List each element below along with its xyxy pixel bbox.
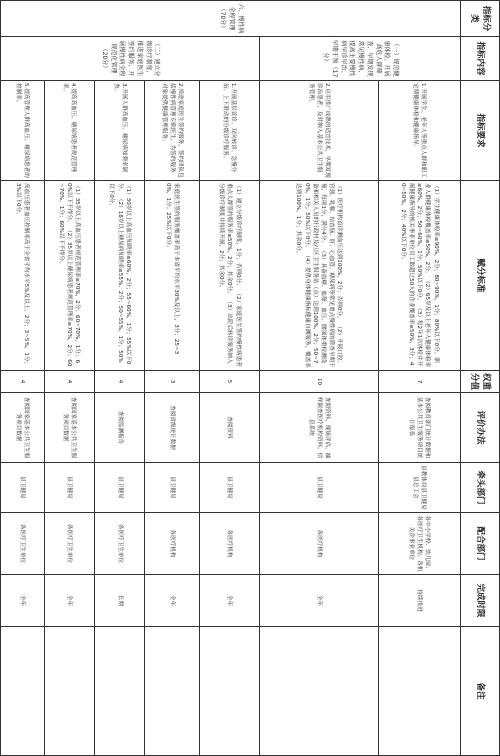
remarks-cell — [378, 627, 460, 756]
score-cell: 家庭医生签约服务覆盖率高于本省平均水平30%及以上，3分；25~30%，1分；25%以下0分。 — [145, 181, 200, 371]
requirement-cell: 1.开展学生、老年人等重点人群和职工定期健康体检和健康指导。 — [378, 81, 460, 181]
score-cell: （1）医疗机构首诊测血压达到100%，2分；否则0分。 （2）开展口腔、宫颈、乳腺、结直肠、肝、心血管、糖尿病等常见重点慢性病的筛查早期干预，每项1分，满分4分。 （3）具备血糖、血脂、血压、腰围体重检测设备和相关人员的行政村及社区卫生服务站（点）达到100%，2分；50~70%，1分；50%以下0分。 （4）提供身体健康指标健康自测服务，覆盖率达到100%，1分；其余0分。 — [259, 181, 378, 371]
table-row — [200, 1, 260, 756]
method-cell: 查阅监测报告 — [94, 393, 144, 463]
remarks-cell — [259, 627, 378, 756]
remarks-cell — [1, 627, 45, 756]
requirement-cell: 3.开展人群高血压、糖尿病知晓率调查。 — [94, 81, 144, 181]
lead-dept-cell: 县卫健局 — [145, 463, 200, 513]
header-assist-dept: 配合部门 — [461, 513, 500, 575]
table-row — [94, 1, 144, 756]
method-cell: 查阅省级统计数据 — [145, 393, 200, 463]
table-row — [1, 1, 45, 756]
header-remarks: 备注 — [461, 627, 500, 756]
category-cell: 六、慢性病全程管理（70分） — [1, 1, 461, 37]
method-cell: 查阅资料 — [200, 393, 260, 463]
weight-cell: 3 — [145, 371, 200, 393]
subsection-cell: （一）规范健康体检。开展高危人群筛查，早期发现常见慢性病，提高主要慢性病早诊早治、早期干预（17分） — [259, 37, 460, 81]
lead-dept-cell: 县卫健局 — [1, 463, 45, 513]
assist-dept-cell: 各中小学校、幼儿园；各医疗卫生机构；各机关企事业单位 — [378, 513, 460, 575]
assist-dept-cell: 各医疗卫生单位 — [44, 513, 94, 575]
deadline-cell: 全年 — [1, 575, 45, 627]
requirement-cell: 5.提高管理人群高血压、糖尿病患者的控制率。 — [1, 81, 45, 181]
header-row — [461, 1, 500, 756]
header-content: 指标内容 — [461, 37, 500, 81]
score-cell: （1）35岁以上高血压患者规范管理率≥70%，2分；60~70%，1分；60%以下不得分。 （2）35岁以上糖尿病患者规范管理率≥70%，2分；60~70%，1分；60%以下不得分。 — [44, 181, 94, 371]
method-cell: 查阅教育部门统计数据和基本公共卫生服务项目统计报表 — [378, 393, 460, 463]
deadline-cell: 全年 — [44, 575, 94, 627]
weight-cell: 5 — [200, 371, 260, 393]
remarks-cell — [44, 627, 94, 756]
table-row — [145, 1, 200, 756]
weight-cell: 4 — [44, 371, 94, 393]
assist-dept-cell: 各医疗卫生单位 — [1, 513, 45, 575]
header-deadline: 完成时限 — [461, 575, 500, 627]
assist-dept-cell: 各医疗卫生单位 — [94, 513, 144, 575]
lead-dept-cell: 县卫健局 — [44, 463, 94, 513]
header-weight: 权重分值 — [461, 371, 500, 393]
remarks-cell — [145, 627, 200, 756]
score-cell: （1）学生健康体检率≥90%，2分；80~90%，1分；80%以下0分。职业人群健康体检覆盖率≥50%，2分。 （2）65岁及以上老年人健康体检率≥60%，2分；50~60%，1分；50%以下0分。 （3）每2年1次体检并开展健康指导的机关事业单位员工数超过50人的企业覆盖率≥50%，3分；40~50%，2分；40%以下0分。 — [378, 181, 460, 371]
deadline-cell: 持续推进 — [378, 575, 460, 627]
requirement-cell: 2.推进家庭医生签约服务，签约团队包括慢性病管理专职医生，为签约服务对象提供健康管理服务。 — [145, 81, 200, 181]
table-row — [44, 1, 94, 756]
header-lead-dept: 牵头部门 — [461, 463, 500, 513]
assist-dept-cell: 各医疗机构 — [200, 513, 260, 575]
method-cell: 查阅国家基本公共卫生服务项目数据 — [1, 393, 45, 463]
weight-cell: 4 — [94, 371, 144, 393]
requirement-cell: 1.开展基层首诊、双向转诊、急慢分治、上下联动的分级诊疗服务。 — [200, 81, 260, 181]
remarks-cell — [200, 627, 260, 756]
lead-dept-cell: 县卫健局 — [94, 463, 144, 513]
lead-dept-cell: 县卫健局 — [200, 463, 260, 513]
remarks-cell — [94, 627, 144, 756]
table-row — [378, 1, 460, 756]
header-score-standard: 赋分标准 — [461, 181, 500, 371]
subsection-cell: （二）建立分级诊疗制度，推进家庭医生签约服务，开展慢性病全程规范化管理（20分） — [1, 37, 260, 81]
weight-cell: 4 — [1, 371, 45, 393]
assist-dept-cell: 各医疗机构 — [145, 513, 200, 575]
table-row — [259, 1, 378, 756]
deadline-cell: 长期 — [94, 575, 144, 627]
weight-cell: 7 — [378, 371, 460, 393]
assist-dept-cell: 各医疗机构 — [259, 513, 378, 575]
deadline-cell: 全年 — [145, 575, 200, 627]
deadline-cell: 全年 — [259, 575, 378, 627]
header-requirement: 指标要求 — [461, 81, 500, 181]
method-cell: 查阅资料，现场评估，抽样调查医疗机构资料，信息系统 — [259, 393, 378, 463]
header-method: 评价办法 — [461, 393, 500, 463]
weight-cell: 10 — [259, 371, 378, 393]
score-cell: 高血压患者血压控制率高于全省平均水平5%及以上，2分；3~5%，1分；3%以下0分。 — [1, 181, 45, 371]
score-cell: （1）30岁以上高血压知晓率≥60%，2分；55~60%，1分；55%以下0分。 （2）18岁以上糖尿病知晓率≥55%，2分；50~55%，1分；50%以下0分。 — [94, 181, 144, 371]
deadline-cell: 全年 — [200, 575, 260, 627]
score-cell: （1）建立分级诊疗制度，1分；否则0分。 （2）家庭医生签约慢性病患者重点人群签约服务率≥50%，2分；其余0分。 （3）出院后转诊服务纳入分级诊疗制度并持续开展，2分；其余0分。 — [200, 181, 260, 371]
requirement-cell: 4.提高高血压、糖尿病患者规范管理率。 — [44, 81, 94, 181]
method-cell: 查阅国家基本公共卫生服务项目数据 — [44, 393, 94, 463]
lead-dept-cell: 县卫健局 — [259, 463, 378, 513]
requirement-cell: 2.应用推广成熟的适宜技术，早期发现诊治患者，及时纳入基本公共卫生服务管理。 — [259, 81, 378, 181]
lead-dept-cell: 县教体局县卫健局县总工会 — [378, 463, 460, 513]
header-category: 指标分类 — [461, 1, 500, 37]
